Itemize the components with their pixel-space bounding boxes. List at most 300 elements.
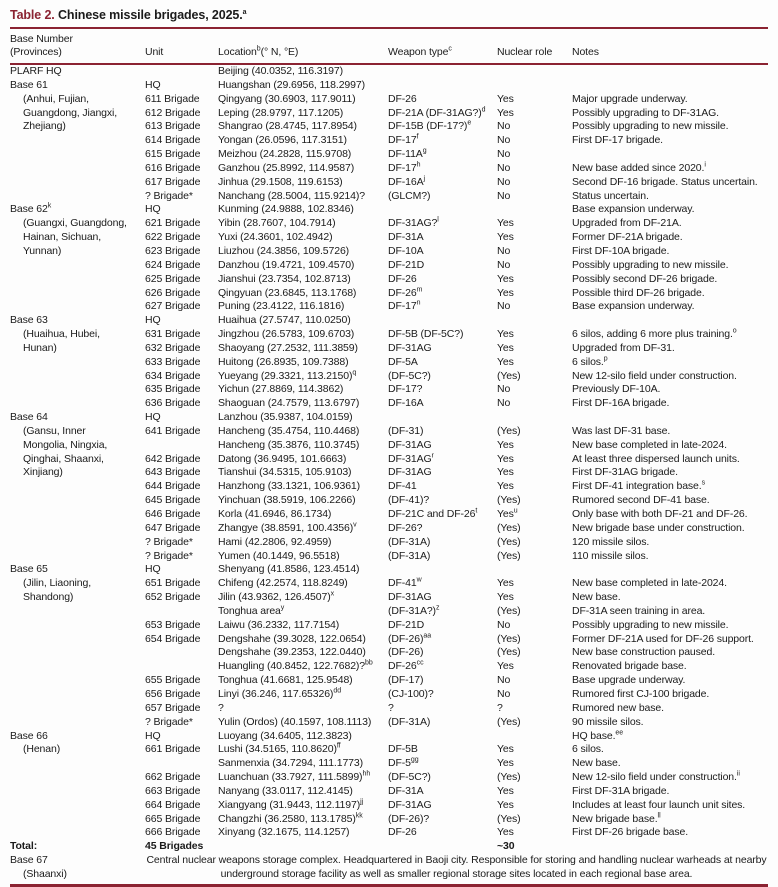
cell-unit: HQ [145,78,161,91]
cell-notes: Rumored second DF-41 base. [572,494,710,507]
table-row [10,439,768,453]
cell-weapon: (DF-26) [388,646,424,659]
cell-nuclear: ? [497,701,503,714]
cell-weapon: DF-16A [388,397,424,410]
cell-weapon [388,203,497,217]
cell-notes: Major upgrade underway. [572,92,688,105]
cell-nuclear: Yes [497,92,514,105]
cell-base [10,716,145,730]
table-title-text: Chinese missile brigades, 2025.$^a$ [54,8,247,22]
cell-location [218,840,388,854]
cell-weapon: (GLCM?) [388,189,431,202]
cell-weapon: DF-31AG [388,438,432,451]
table-row [10,716,768,730]
cell-base [10,508,145,522]
table-row [10,688,768,702]
cell-base: Zhejiang) [23,120,66,133]
cell-nuclear [497,203,572,217]
cell-notes: 6 silos. [572,743,604,756]
cell-base [10,605,145,619]
cell-nuclear: Yes [497,591,514,604]
table-row [10,660,768,674]
cell-notes: First DF-16A brigade. [572,397,670,410]
cell-location: Yuxi (24.3601, 102.4942) [218,231,333,244]
cell-nuclear: (Yes) [497,604,521,617]
cell-notes: Possibly second DF-26 brigade. [572,272,718,285]
cell-location: Huangling (40.8452, 122.7682)?$^{bb}$ [218,659,373,673]
cell-base: Base 62$^k$ [10,202,52,216]
cell-weapon: (DF-31A) [388,715,431,728]
cell-unit: 662 Brigade [145,771,201,784]
cell-notes: Base expansion underway. [572,203,695,216]
cell-nuclear: ~30 [497,840,515,853]
cell-unit [145,439,218,453]
cell-nuclear: Yes [497,743,514,756]
cell-location: Nanyang (33.0117, 112.4145) [218,784,353,797]
table-row [10,563,768,577]
cell-weapon: DF-21D [388,618,425,631]
cell-nuclear: No [497,618,511,631]
cell-location: Yibin (28.7607, 104.7914) [218,217,336,230]
cell-unit: 654 Brigade [145,632,201,645]
cell-nuclear: No [497,134,511,147]
cell-nuclear [497,411,572,425]
table-row [10,466,768,480]
cell-location: Qingyuan (23.6845, 113.1768) [218,286,357,299]
cell-notes: New base completed in late-2024. [572,577,727,590]
cell-notes: New base completed in late-2024. [572,438,727,451]
table-row [10,370,768,384]
cell-base [10,813,145,827]
cell-weapon: DF-17? [388,383,423,396]
cell-unit: 615 Brigade [145,148,201,161]
table-row [10,107,768,121]
cell-unit: 635 Brigade [145,383,201,396]
table-row [10,342,768,356]
cell-unit: 624 Brigade [145,258,201,271]
base67-label: Base 67 [10,854,48,867]
cell-notes: New brigade base under construction. [572,521,745,534]
cell-base: Total: [10,840,38,853]
cell-weapon: (CJ-100)? [388,687,434,700]
column-header-notes: Notes [572,46,599,58]
cell-location: Dengshahe (39.2353, 122.0440) [218,646,366,659]
cell-base [10,826,145,840]
cell-notes: First DF-31AG brigade. [572,466,678,479]
table-row [10,203,768,217]
cell-notes [572,411,768,425]
table-row [10,785,768,799]
cell-base: PLARF HQ [10,65,62,77]
table-row [10,273,768,287]
cell-weapon: DF-26 [388,92,417,105]
cell-unit: 633 Brigade [145,355,201,368]
cell-unit: 641 Brigade [145,424,201,437]
cell-unit: 664 Brigade [145,798,201,811]
cell-base [10,370,145,384]
cell-base [10,619,145,633]
table-row [10,480,768,494]
cell-notes: First DF-17 brigade. [572,134,663,147]
cell-unit: 645 Brigade [145,494,201,507]
cell-weapon: DF-17$^h$ [388,161,421,174]
cell-base: Base 66 [10,729,48,742]
table-row [10,522,768,536]
cell-notes: Possibly upgrading to DF-31AG. [572,106,719,119]
cell-nuclear: Yes [497,328,514,341]
cell-location: Danzhou (19.4721, 109.4570) [218,258,355,271]
cell-location: Yueyang (29.3321, 113.2150)$^q$ [218,369,357,382]
cell-base [10,148,145,162]
table-row [10,633,768,647]
cell-notes: 110 missile silos. [572,549,649,562]
cell-unit: 625 Brigade [145,272,201,285]
cell-unit: HQ [145,411,161,424]
cell-unit: 646 Brigade [145,508,201,520]
cell-weapon [388,840,497,854]
cell-location: Jianshui (23.7354, 102.8713) [218,272,351,285]
cell-unit: 652 Brigade [145,591,201,604]
cell-nuclear: Yes [497,217,514,230]
cell-unit: 634 Brigade [145,369,201,382]
table-row [10,743,768,757]
cell-notes: Base upgrade underway. [572,674,686,687]
cell-location: Nanchang (28.5004, 115.9214)? [218,189,365,202]
cell-base [10,162,145,176]
cell-unit: 623 Brigade [145,244,201,257]
cell-nuclear: (Yes) [497,549,521,562]
cell-notes: Former DF-21A brigade. [572,231,683,244]
cell-base [10,771,145,785]
cell-nuclear [497,65,572,79]
table-row [10,494,768,508]
cell-unit [145,65,218,79]
cell-nuclear: (Yes) [497,771,521,784]
cell-notes: Possibly upgrading to new missile. [572,258,729,271]
cell-nuclear: Yes [497,341,514,354]
table-row [10,245,768,259]
cell-nuclear [497,730,572,744]
cell-weapon [388,79,497,93]
cell-base [10,799,145,813]
cell-base: (Gansu, Inner [23,424,86,437]
cell-notes [572,79,768,93]
cell-nuclear: Yes [497,452,514,465]
cell-notes: New base. [572,591,621,604]
cell-weapon: DF-5A [388,355,418,368]
cell-base [10,688,145,702]
cell-base [10,273,145,287]
table-row [10,231,768,245]
cell-notes: DF-31A seen training in area. [572,604,706,617]
table-row [10,162,768,176]
cell-unit: 617 Brigade [145,175,201,188]
cell-base [10,633,145,647]
cell-base: (Anhui, Fujian, [23,92,89,105]
cell-base: Hainan, Sichuan, [23,231,102,244]
table-row [10,328,768,342]
cell-location: Hami (42.2806, 92.4959) [218,535,332,548]
cell-weapon: DF-26? [388,521,423,534]
cell-nuclear: No [497,300,511,313]
cell-base [10,757,145,771]
table-row [10,383,768,397]
cell-notes: New base. [572,757,621,770]
table-row [10,508,768,522]
table-row [10,65,768,79]
cell-notes: At least three dispersed launch units. [572,452,740,465]
cell-weapon: $DF-5^{gg}$ [388,756,419,770]
cell-base [10,785,145,799]
cell-base [10,356,145,370]
table-row [10,619,768,633]
cell-notes: First DF-41 integration base.$^s$ [572,479,706,493]
cell-unit: 614 Brigade [145,134,201,147]
cell-weapon: $(DF-26)^{aa}$ [388,632,432,645]
cell-location: Xinyang (32.1675, 114.1257) [218,826,350,839]
cell-location: Yongan (26.0596, 117.3151) [218,134,347,147]
cell-location: Liuzhou (24.3856, 109.5726) [218,244,350,257]
cell-location: Meizhou (24.2828, 115.9708) [218,148,352,161]
cell-weapon: $DF-31AG^r$ [388,452,434,465]
cell-nuclear: No [497,189,511,202]
cell-weapon: (DF-31) [388,424,424,437]
cell-location: Datong (36.9495, 101.6663) [218,452,347,465]
cell-weapon: DF-5B [388,743,418,756]
cell-unit: 627 Brigade [145,300,201,313]
cell-base [10,674,145,688]
cell-unit [145,605,218,619]
column-header-base [10,33,145,59]
table-row [10,826,768,840]
cell-weapon: DF-41$^w$ [388,576,422,590]
cell-base [10,480,145,494]
cell-notes: 6 silos.$^p$ [572,355,608,368]
table-row [10,813,768,827]
cell-notes: Rumored new base. [572,701,664,714]
cell-unit: 631 Brigade [145,328,201,341]
cell-weapon [388,730,497,744]
cell-unit: 661 Brigade [145,743,201,756]
cell-unit: HQ [145,729,161,742]
cell-nuclear: Yes [497,480,514,493]
table-header [10,29,768,63]
cell-location: Shaoguan (24.7579, 113.6797) [218,397,360,410]
cell-base: (Huaihua, Hubei, [23,328,100,341]
cell-weapon: DF-41 [388,480,417,493]
cell-base [10,702,145,716]
cell-unit: 647 Brigade [145,521,201,534]
cell-nuclear: Yes [497,660,514,673]
cell-unit: 656 Brigade [145,687,201,700]
cell-notes: Upgraded from DF-21A. [572,217,682,230]
table-row [10,591,768,605]
cell-location: Linyi (36.246, 117.65326)$^{dd}$ [218,687,342,700]
cell-base [10,383,145,397]
cell-notes: New 12-silo field under construction. [572,369,737,382]
cell-weapon: DF-10A [388,244,424,257]
cell-unit: 613 Brigade [145,120,201,133]
cell-unit: 612 Brigade [145,106,201,119]
cell-unit: ? Brigade* [145,189,193,202]
cell-location: Kunming (24.9888, 102.8346) [218,203,354,216]
cell-location: Huitong (26.8935, 109.7388) [218,355,349,368]
cell-nuclear: (Yes) [497,535,521,548]
cell-weapon: (DF-5C?) [388,771,431,784]
cell-nuclear: No [497,120,511,133]
cell-unit: HQ [145,563,161,576]
cell-base [10,550,145,564]
table-row [10,646,768,660]
cell-location: Shangrao (28.4745, 117.8954) [218,120,357,133]
cell-weapon: DF-15B (DF-17?)$^e$ [388,119,472,133]
cell-weapon: DF-31A [388,784,424,797]
cell-base: Mongolia, Ningxia, [23,438,108,451]
cell-weapon: DF-31AG [388,798,432,811]
cell-location: Puning (23.4122, 116.1816) [218,300,345,313]
table-row [10,674,768,688]
cell-weapon: DF-26 [388,826,417,839]
table-body [10,65,768,854]
base67-row [10,854,768,882]
cell-nuclear: No [497,674,511,687]
cell-nuclear: Yes [497,826,514,839]
cell-weapon: DF-21C and DF-26$^t$ [388,507,478,520]
cell-notes [572,840,768,854]
table-row [10,577,768,591]
cell-notes: Upgraded from DF-31. [572,341,675,354]
cell-nuclear: (Yes) [497,715,521,728]
table-title-label: Table 2. [10,8,55,22]
cell-weapon: DF-17$^f$ [388,133,419,147]
cell-nuclear: Yes [497,355,514,368]
cell-location: Yulin (Ordos) (40.1597, 108.1113) [218,715,372,728]
cell-unit: 45 Brigades [145,840,204,853]
cell-location: Tonghua (41.6681, 125.9548) [218,674,353,687]
cell-notes: Possible third DF-26 brigade. [572,286,705,299]
table-row [10,411,768,425]
cell-notes: Includes at least four launch unit sites. [572,798,746,811]
bottom-divider [10,884,768,887]
cell-location: Huangshan (29.6956, 118.2997) [218,78,365,91]
cell-unit: ? Brigade* [145,715,193,728]
cell-weapon: $DF-26^{cc}$ [388,659,424,673]
cell-weapon: ? [388,701,394,714]
cell-location: Xiangyang (31.9443, 112.1197)$^{jj}$ [218,798,364,811]
column-header-unit: Unit [145,46,164,58]
cell-nuclear: Yes [497,784,514,797]
cell-location: Luoyang (34.6405, 112.3823) [218,729,352,742]
table-row [10,605,768,619]
cell-base [10,259,145,273]
cell-notes: Previously DF-10A. [572,383,661,396]
table-row [10,217,768,231]
cell-nuclear: Yes [497,106,514,119]
cell-notes: New base added since 2020.$^i$ [572,161,706,174]
cell-base [10,522,145,536]
table-row [10,176,768,190]
cell-weapon [388,563,497,577]
table-title [10,5,768,27]
cell-weapon: (DF-5C?) [388,369,431,382]
cell-weapon: (DF-41)? [388,494,430,507]
cell-nuclear: No [497,687,511,700]
cell-notes: First DF-31A brigade. [572,784,670,797]
table-row [10,190,768,204]
cell-base: Shandong) [23,591,74,604]
table-row [10,840,768,854]
cell-unit: 644 Brigade [145,480,201,493]
cell-unit: ? Brigade* [145,549,193,562]
cell-notes: First DF-26 brigade base. [572,826,689,839]
cell-location: Shaoyang (27.2532, 111.3859) [218,341,358,354]
cell-unit: 626 Brigade [145,286,201,299]
column-header-weapon: Weapon type$^c$ [388,45,452,58]
table-row [10,93,768,107]
cell-notes: Second DF-16 brigade. Status uncertain. [572,175,758,188]
cell-base: Yunnan) [23,244,62,257]
cell-location: Lushi (34.5165, 110.8620)$^{ff}$ [218,742,341,756]
cell-location: Ganzhou (25.8992, 114.9587) [218,161,355,174]
table-row [10,550,768,564]
cell-location: Qingyang (30.6903, 117.9011) [218,92,356,105]
cell-base [10,646,145,660]
column-header-location: Location$^b$(° N, °E) [218,45,299,58]
cell-nuclear: (Yes) [497,494,521,507]
cell-location: Sanmenxia (34.7294, 111.1773) [218,757,363,770]
cell-notes: Base expansion underway. [572,300,695,313]
cell-weapon: DF-31A [388,231,424,244]
cell-notes: 6 silos, adding 6 more plus training.$^o$ [572,327,737,341]
cell-nuclear: Yes [497,438,514,451]
base67-description: Central nuclear weapons storage complex. Headquartered in Baoji city. Responsible for storing and handling nuclear warheads at nearby underground storage facility as well as smaller regional storage sites located in each regional base area. [146,854,767,880]
cell-base: (Guangxi, Guangdong, [23,217,127,230]
cell-nuclear: Yes [497,286,514,299]
cell-weapon: DF-21A (DF-31AG?)$^d$ [388,106,486,119]
cell-notes: New brigade base.$^{ll}$ [572,812,661,825]
table-row [10,287,768,301]
cell-nuclear: (Yes) [497,646,521,659]
cell-nuclear: (Yes) [497,812,521,825]
cell-base [10,660,145,674]
cell-notes: First DF-10A brigade. [572,244,670,257]
cell-location: Shenyang (41.8586, 123.4514) [218,563,360,576]
cell-weapon: (DF-31A) [388,535,431,548]
cell-base [10,287,145,301]
cell-weapon: DF-31AG [388,591,432,604]
cell-unit: 655 Brigade [145,674,201,687]
cell-location: Chifeng (42.2574, 118.8249) [218,577,348,590]
cell-nuclear: (Yes) [497,369,521,382]
cell-nuclear: Yes [497,466,514,479]
cell-location: Zhangye (38.8591, 100.4356)$^v$ [218,521,357,534]
cell-nuclear: No [497,258,511,271]
cell-location: Dengshahe (39.3028, 122.0654) [218,632,366,645]
cell-base [10,134,145,148]
cell-notes: New 12-silo field under construction.$^{ii}$ [572,770,740,784]
cell-location: Hanzhong (33.1321, 106.9361) [218,480,361,493]
cell-notes [572,563,768,577]
cell-unit: 657 Brigade [145,701,201,714]
table-row [10,425,768,439]
cell-unit: 621 Brigade [145,217,201,230]
cell-weapon: DF-31AG [388,341,432,354]
cell-location: Yumen (40.1449, 96.5518) [218,549,340,562]
cell-notes: Status uncertain. [572,189,649,202]
cell-nuclear: (Yes) [497,632,521,645]
cell-weapon: (DF-31A?)$^z$ [388,604,440,617]
table-row [10,453,768,467]
